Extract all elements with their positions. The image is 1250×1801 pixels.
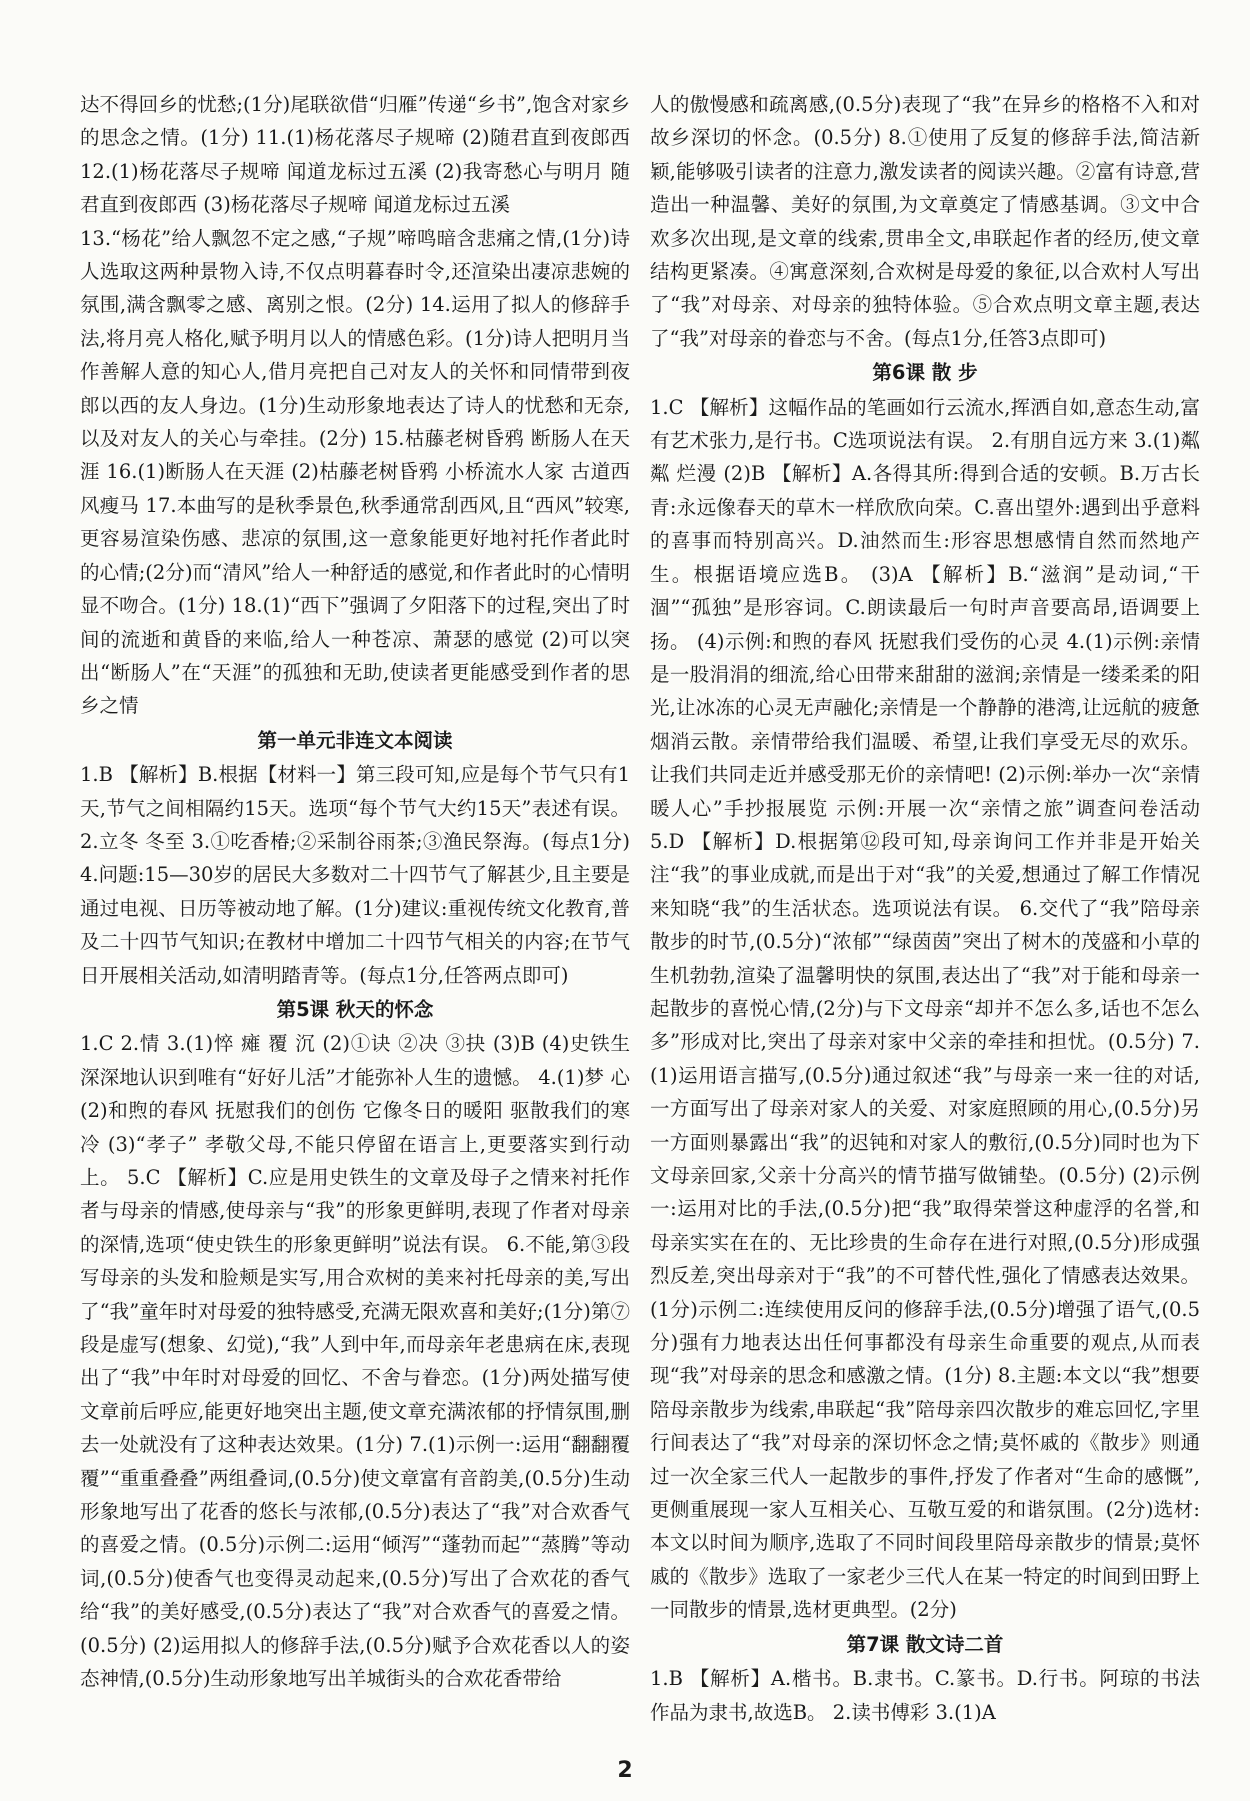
paragraph: 1.C 【解析】这幅作品的笔画如行云流水,挥洒自如,意态生动,富有艺术张力,是行书。C选项说法有误。 2.有朋自远方来 3.(1)粼粼 烂漫 (2)B 【解析】A.各得其所:得到合适的安顿。B.万古长青:永远像春天的草木一样欣欣向荣。C.喜出望外:遇到出乎意料的喜事而特别高兴。D.油然而生:形容思想感情自然而然地产生。根据语境应选B。 (3)A 【解析】B.“滋润”是动词,“干涸”“孤独”是形容词。C.朗读最后一句时声音要高昂,语调要上扬。 (4)示例:和煦的春风 抚慰我们受伤的心灵 4.(1)示例:亲情是一股涓涓的细流,给心田带来甜甜的滋润;亲情是一缕柔柔的阳光,让冰冻的心灵无声融化;亲情是一个静静的港湾,让远航的疲惫烟消云散。亲情带给我们温暖、希望,让我们享受无尽的欢乐。让我们共同走近并感受那无价的亲情吧! (2)示例:举办一次“亲情暖人心”手抄报展览 示例:开展一次“亲情之旅”调查问卷活动 5.D 【解析】D.根据第⑫段可知,母亲询问工作并非是开始关注“我”的事业成就,而是出于对“我”的关爱,想通过了解工作情况来知晓“我”的生活状态。选项说法有误。 6.交代了“我”陪母亲散步的时节,(0.5分)“浓郁”“绿茵茵”突出了树木的茂盛和小草的生机勃勃,渲染了温馨明快的氛围,表达出了“我”对于能和母亲一起散步的喜悦心情,(2分)与下文母亲“却并不怎么多,话也不怎么多”形成对比,突出了母亲对家中父亲的牵挂和担忧。(0.5分) 7.(1)运用语言描写,(0.5分)通过叙述“我”与母亲一来一往的对话,一方面写出了母亲对家人的关爱、对家庭照顾的用心,(0.5分)另一方面则暴露出“我”的迟钝和对家人的敷衍,(0.5分)同时也为下文母亲回家,父亲十分高兴的情节描写做铺垫。(0.5分) (2)示例一:运用对比的手法,(0.5分)把“我”取得荣誉这种虚浮的名誉,和母亲实实在在的、无比珍贵的生命存在进行对照,(0.5分)形成强烈反差,突出母亲对于“我”的不可替代性,强化了情感表达效果。(1分)示例二:连续使用反问的修辞手法,(0.5分)增强了语气,(0.5分)强有力地表达出任何事都没有母亲生命重要的观点,从而表现“我”对母亲的思念和感激之情。(1分) 8.主题:本文以“我”想要陪母亲散步为线索,串联起“我”陪母亲四次散步的难忘回忆,字里行间表达了“我”对母亲的深切怀念之情;莫怀戚的《散步》则通过一次全家三代人一起散步的事件,抒发了作者对“生命的感慨”,更侧重展现一家人互相关心、互敬互爱的和谐氛围。(2分)选材:本文以时间为顺序,选取了不同时间段里陪母亲散步的情景;莫怀戚的《散步》选取了一家老少三代人在某一特定的时间到田野上一同散步的情景,选材更典型。(2分) <box>650 395 1200 1622</box>
lesson-heading: 第5课 秋天的怀念 <box>276 997 434 1021</box>
paragraph: 1.B 【解析】B.根据【材料一】第三段可知,应是每个节气只有1天,节气之间相隔约15天。选项“每个节气大约15天”表述有误。 2.立冬 冬至 3.①吃香椿;②采制谷雨茶;③渔民祭海。(每点1分) 4.问题:15—30岁的居民大多数对二十四节气了解甚少,且主要是通过电视、日历等被动地了解。(1分)建议:重视传统文化教育,普及二十四节气知识;在教材中增加二十四节气相关的内容;在节气日开展相关活动,如清明踏青等。(每点1分,任答两点即可) <box>80 763 630 987</box>
lesson-heading: 第6课 散 步 <box>872 361 978 385</box>
lesson-heading: 第7课 散文诗二首 <box>846 1632 1004 1656</box>
paragraph: 达不得回乡的忧愁;(1分)尾联欲借“归雁”传递“乡书”,饱含对家乡的思念之情。(1分) 11.(1)杨花落尽子规啼 (2)随君直到夜郎西 12.(1)杨花落尽子规啼 闻道龙标过五溪 (2)我寄愁心与明月 随君直到夜郎西 (3)杨花落尽子规啼 闻道龙标过五溪 <box>80 93 630 217</box>
paragraph: 人的傲慢感和疏离感,(0.5分)表现了“我”在异乡的格格不入和对故乡深切的怀念。(0.5分) 8.①使用了反复的修辞手法,简洁新颖,能够吸引读者的注意力,激发读者的阅读兴趣。②富有诗意,营造出一种温馨、美好的氛围,为文章奠定了情感基调。③文中合欢多次出现,是文章的线索,贯串全文,串联起作者的经历,使文章结构更紧凑。④寓意深刻,合欢树是母爱的象征,以合欢村人写出了“我”对母亲、对母亲的独特体验。⑤合欢点明文章主题,表达了“我”对母亲的眷恋与不舍。(每点1分,任答3点即可) <box>650 93 1200 350</box>
paragraph: 13.“杨花”给人飘忽不定之感,“子规”啼鸣暗含悲痛之情,(1分)诗人选取这两种景物入诗,不仅点明暮春时令,还渲染出凄凉悲婉的氛围,满含飘零之感、离别之恨。(2分) 14.运用了拟人的修辞手法,将月亮人格化,赋予明月以人的情感色彩。(1分)诗人把明月当作善解人意的知心人,借月亮把自己对友人的关怀和同情带到夜郎以西的友人身边。(1分)生动形象地表达了诗人的忧愁和无奈,以及对友人的关心与牵挂。(2分) 15.枯藤老树昏鸦 断肠人在天涯 16.(1)断肠人在天涯 (2)枯藤老树昏鸦 小桥流水人家 古道西风瘦马 17.本曲写的是秋季景色,秋季通常刮西风,且“西风”较寒,更容易渲染伤感、悲凉的氛围,这一意象能更好地衬托作者此时的心情;(2分)而“清风”给人一种舒适的感觉,和作者此时的心情明显不吻合。(1分) 18.(1)“西下”强调了夕阳落下的过程,突出了时间的流逝和黄昏的来临,给人一种苍凉、萧瑟的感觉 (2)可以突出“断肠人”在“天涯”的孤独和无助,使读者更能感受到作者的思乡之情 <box>80 226 630 718</box>
left-column <box>80 88 630 1696</box>
section-heading: 第一单元非连文本阅读 <box>257 728 453 752</box>
page-number: 2 <box>617 1758 633 1783</box>
paragraph: 1.C 2.情 3.(1)悴 瘫 覆 沉 (2)①诀 ②决 ③抉 (3)B (4)史铁生深深地认识到唯有“好好儿活”才能弥补人生的遗憾。 4.(1)梦 心 (2)和煦的春风 抚慰我们的创伤 它像冬日的暖阳 驱散我们的寒冷 (3)“孝子” 孝敬父母,不能只停留在语言上,更要落实到行动上。 5.C 【解析】C.应是用史铁生的文章及母子之情来衬托作者与母亲的情感,使母亲与“我”的形象更鲜明,表现了作者对母亲的深情,选项“使史铁生的形象更鲜明”说法有误。 6.不能,第③段写母亲的头发和脸颊是实写,用合欢树的美来衬托母亲的美,写出了“我”童年时对母爱的独特感受,充满无限欢喜和美好;(1分)第⑦段是虚写(想象、幻觉),“我”人到中年,而母亲年老患病在床,表现出了“我”中年时对母爱的回忆、不舍与眷恋。(1分)两处描写使文章前后呼应,能更好地突出主题,使文章充满浓郁的抒情氛围,删去一处就没有了这种表达效果。(1分) 7.(1)示例一:运用“翻翻覆覆”“重重叠叠”两组叠词,(0.5分)使文章富有音韵美,(0.5分)生动形象地写出了花香的悠长与浓郁,(0.5分)表达了“我”对合欢香气的喜爱之情。(0.5分)示例二:运用“倾泻”“蓬勃而起”“蒸腾”等动词,(0.5分)使香气也变得灵动起来,(0.5分)写出了合欢花的香气给“我”的美好感受,(0.5分)表达了“我”对合欢香气的喜爱之情。(0.5分) (2)运用拟人的修辞手法,(0.5分)赋予合欢花香以人的姿态神情,(0.5分)生动形象地写出羊城街头的合欢花香带给 <box>80 1032 630 1691</box>
paragraph: 1.B 【解析】A.楷书。B.隶书。C.篆书。D.行书。阿琼的书法作品为隶书,故选B。 2.读书傅彩 3.(1)A <box>650 1667 1200 1724</box>
right-column <box>650 88 1200 1729</box>
